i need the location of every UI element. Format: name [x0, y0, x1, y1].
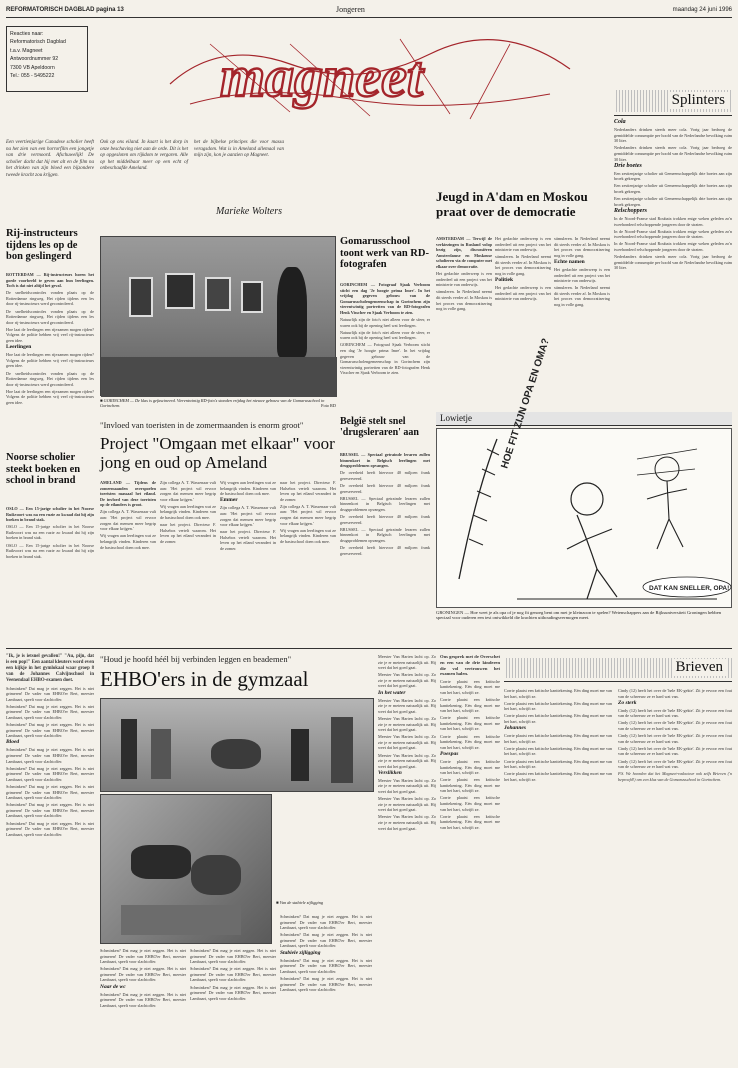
belgie-text: BRUSSEL — Speciaal getrainde leraren zullen binnenkort in Belgisch leerlingen met drugsproblemen opvangen. — [340, 526, 430, 543]
jeugd-col-1 — [436, 236, 492, 404]
rij-text: De snelheidscontroles vonden plaats op de Rotterdamse ringweg. Het rijden tijdens een les door rij-instructeurs werd gecontroleerd. — [6, 290, 94, 307]
splinter-text: Nederlanders drinken steeds meer cola. Vorig jaar bedroeg de gemiddelde consumptie per hoofd van de Nederlandse bevolking ruim 30 liter. — [614, 127, 732, 144]
ameland-text: naar het project. Directeur F. Halsebos vertelt waarom. Het leven op het eiland verandert in de zomer. — [160, 522, 216, 544]
ameland-text: Zijn collega A. T. Wassenaar vult aan: 'Het project wil ervoor zorgen dat mensen meer begrip voor elkaar krijgen.' — [280, 503, 336, 526]
rij-text: Hoe laat de leerlingen een rijexamen mogen rijden? Volgens de politie hebben vrij veel rij-instructeurs geen idee. — [6, 326, 94, 344]
masthead — [6, 4, 732, 18]
ameland-kicker: "Invloed van toeristen in de zomermaanden is enorm groot" — [100, 420, 304, 430]
gomarus-text: Natuurlijk zijn de foto's niet alleen voor de sfeer, er waren ook bij de opening heel wat leerlingen. — [340, 317, 430, 328]
ehbo-text: Schminken? Dat mag je niet zeggen. Het is niet grimeren! De vader van EHBO'er Bert, meester Lambaart, speelt voor slachtoffer. — [280, 975, 372, 993]
section-divider — [6, 648, 732, 649]
ehbo-caption-text: Van de stabiele zijligging — [279, 900, 323, 905]
rij-text: De snelheidscontroles vonden plaats op de Rotterdamse ringweg. Het rijden tijdens een les door rij-instructeurs werd gecontroleerd. — [6, 370, 94, 387]
jeugd-text: stimuleren. In Nederland neemt dit steeds verder af. In Moskou is het proces van democratisering nog in volle gang. — [495, 254, 551, 277]
brieven-text: Cindy (12) heeft het over de 'hele EK-gekte'. Zit je ervoor een fout van de schreeuw ze er hard wat van. — [618, 688, 732, 699]
ehbo-text: Schminken? Dat mag je niet zeggen. Het is niet grimeren! De vader van EHBO'er Bert, meester Lambaart, speelt voor slachtoffer. — [6, 685, 94, 702]
ameland-text: Zijn collega A. T. Wassenaar vult aan: 'Het project wil ervoor zorgen dat mensen meer begrip voor elkaar krijgen.' — [220, 505, 276, 528]
ehbo-text: Schminken? Dat mag je niet zeggen. Het is niet grimeren! De vader van EHBO'er Bert, meester Lambaart, speelt voor slachtoffer. — [6, 784, 94, 801]
rij-headline: Rij-instructeurs tijdens les op de bon geslingerd — [6, 228, 78, 262]
ehbo-text: Schminken? Dat mag je niet zeggen. Het is niet grimeren! De vader van EHBO'er Bert, meester Lambaart, speelt voor slachtoffer. — [6, 703, 94, 720]
address-line: Tel.: 055 - 5495222 — [10, 73, 55, 80]
ehbo-text: Schminken? Dat mag je niet zeggen. Het is niet grimeren! De vader van EHBO'er Bert, meester Lambaart, speelt voor slachtoffer. — [190, 984, 276, 1001]
belgie-text: De overheid heeft hiervoor 40 miljoen frank gereserveerd. — [340, 470, 430, 481]
ameland-text: Wij vragen aan leerlingen wat ze belangrijk vinden. Kinderen van de basisschool doen ook mee. — [220, 480, 276, 497]
noorse-text: OSLO — Een 15-jarige scholier in het Noorse Ruikvoort was na een ruzie zo kwaad dat hij zijn boeken in brand stak. — [6, 542, 94, 559]
belgie-text: BRUSSEL — Speciaal getrainde leraren zullen binnenkort in Belgisch leerlingen met drugsproblemen opvangen. — [340, 452, 430, 469]
belgie-text: De overheid heeft hiervoor 40 miljoen frank gereserveerd. — [340, 544, 430, 556]
brieven-text: Corrie plaatst een kritische kanttekening. Eén ding moet me van het hart, schrijft ze. — [504, 771, 612, 782]
photo-credit: Foto RD — [321, 403, 336, 409]
caption-text: GORINCHEM — De klas is gefascineerd. Vierentwintig RD-foto's stonden vrijdag het nieuwe gebouw van de Gomarusschool in Gorinchem. — [100, 398, 325, 409]
brieven-text: Corrie plaatst een kritische kanttekening. Eén ding moet me van het hart, schrijft ze. — [504, 688, 612, 699]
brieven-header — [504, 654, 732, 682]
splinter-head: Relschoppers — [614, 207, 647, 214]
jeugd-text: stimuleren. In Nederland neemt dit steeds verder af. In Moskou is het proces van democratisering nog in volle gang. — [554, 285, 610, 308]
ameland-text: Wij vragen aan leerlingen wat ze belangrijk vinden. Kinderen van de basisschool doen ook mee. — [280, 527, 336, 544]
ehbo-lead: "Ik, je is ietsnel gevallen!" "Au, pijn, dat is een pop!" Een aantal kleuters word even een kijkje in het gymlokaal waar groep 8 van de Johannes Calvijnschool in Veenendaal EHBO-examen doet. — [6, 654, 94, 683]
belgie-text: BRUSSEL — Speciaal getrainde leraren zullen binnenkort in Belgisch leerlingen met drugsproblemen opvangen. — [340, 495, 430, 512]
ehbo-text: Schminken? Dat mag je niet zeggen. Het is niet grimeren! De vader van EHBO'er Bert, meester Lambaart, speelt voor slachtoffer. — [280, 914, 372, 931]
address-line: 7300 VB Apeldoorn — [10, 64, 55, 71]
lowietje-header — [436, 412, 732, 426]
divider — [6, 224, 94, 225]
ameland-text: naar het project. Directeur F. Halsebos vertelt waarom. Het leven op het eiland verandert in de zomer. — [220, 529, 276, 552]
logo-lettering: magneet — [220, 44, 423, 109]
ehbo-photo-caption: ■ Van de stabiele zijligging — [276, 900, 323, 905]
intro-col-2: Ook op ons eiland. In kaart is het dorp in onze beschaving niet aan de orde. Dit is het op opgesloten om rijkdom te vergaren. Alle op het middelbaar meer op een echt of onbeschaafde Ameland. — [100, 140, 188, 172]
jeugd-text: stimuleren. In Nederland neemt dit steeds verder af. In Moskou is het proces van democratisering nog in volle gang. — [554, 236, 610, 258]
signature: Marieke Wolters — [216, 206, 283, 217]
belgie-text: De overheid heeft hiervoor 40 miljoen frank gereserveerd. — [340, 513, 430, 525]
rij-text: De snelheidscontroles vonden plaats op de Rotterdamse ringweg. Het rijden tijdens een les door rij-instructeurs werd gecontroleerd. — [6, 308, 94, 325]
oma-text: Corrie plaatst een kritische kanttekening. Eén ding moet me van het hart, schrijft ze. — [440, 715, 500, 732]
mid-subhead: Verslikken — [378, 769, 402, 776]
jeugd-text: Het gedachte onderwerp is een onderdeel uit een project van het ministerie van onderwijs. — [495, 236, 551, 253]
magneet-logo — [150, 24, 580, 124]
jeugd-headline: Jeugd in A'dam en Moskou praat over de democratie — [436, 189, 588, 219]
splinter-text: In de Noord-Franse stad Roubaix trokken enige weken geleden zo'n tweehonderd relschoppende jongeren door de straten. — [614, 228, 732, 240]
ameland-headline: Project "Omgaan met elkaar" voor jong en oud op Ameland — [100, 434, 335, 472]
ehbo-text: Schminken? Dat mag je niet zeggen. Het is niet grimeren! De vader van EHBO'er Bert, meester Lambaart, speelt voor slachtoffer. — [100, 991, 186, 1008]
oma-text: Corrie plaatst een kritische kanttekening. Eén ding moet me van het hart, schrijft ze. — [440, 758, 500, 776]
noorse-text: OSLO — Een 15-jarige scholier in het Noorse Ruikvoort was na een ruzie zo kwaad dat hij zijn boeken in brand stak. — [6, 524, 94, 541]
ehbo-text: Schminken? Dat mag je niet zeggen. Het is niet grimeren! De vader van EHBO'er Bert, meester Lambaart, speelt voor slachtoffer. — [100, 948, 186, 965]
splinter-text: Een zestienjarige scholier uit Gemeenschappelijk drie boetes aan zijn broek gekregen. — [614, 170, 732, 182]
brieven-col-1 — [504, 688, 612, 1062]
ameland-col-3 — [220, 480, 276, 644]
ameland-col-1 — [100, 480, 156, 644]
noorse-text: OSLO — Een 15-jarige scholier in het Noorse Ruikvoort was na een ruzie zo kwaad dat hij zijn boeken in brand stak. — [6, 506, 94, 523]
oma-text: Corrie plaatst een kritische kanttekening. Eén ding moet me van het hart, schrijft ze. — [440, 813, 500, 830]
mid-text: Meester Van Harten lacht op. Zo zie je er meteen natuurlijk uit. Hij weet dat het goed gaat. — [378, 777, 436, 795]
rij-text: Hoe laat de leerlingen een rijexamen mogen rijden? Volgens de politie hebben vrij veel rij-instructeurs geen idee. — [6, 352, 94, 369]
splinter-text: Een zestienjarige scholier uit Gemeenschappelijk drie boetes aan zijn broek gekregen. — [614, 183, 732, 195]
ehbo-col-3 — [190, 948, 276, 1062]
ehbo-photo-1 — [100, 698, 374, 792]
brieven-text: Cindy (12) heeft het over de 'hele EK-gekte'. Zit je ervoor een fout van de schreeuw ze er hard wat van. — [618, 720, 732, 732]
address-line: Reformatorisch Dagblad — [10, 39, 66, 46]
ameland-col-2 — [160, 480, 216, 644]
oma-text: Corrie plaatst een kritische kanttekening. Eén ding moet me van het hart, schrijft ze. — [440, 678, 500, 695]
brieven-text: Cindy (12) heeft het over de 'hele EK-gekte'. Zit je ervoor een fout van de schreeuw ze er hard wat van. — [618, 758, 732, 770]
mid-text: Meester Van Harten lacht op. Zo zie je er meteen natuurlijk uit. Hij weet dat het goed gaat. — [378, 796, 436, 813]
brieven-text: Cindy (12) heeft het over de 'hele EK-gekte'. Zit je ervoor een fout van de schreeuw ze er hard wat van. — [618, 745, 732, 757]
brieven-text: Corrie plaatst een kritische kanttekening. Eén ding moet me van het hart, schrijft ze. — [504, 713, 612, 724]
photo-caption: ■ GORINCHEM — De klas is gefascineerd. Vierentwintig RD-foto's stonden vrijdag het nieuwe gebouw van de Gomarusschool in Gorinchem. Foto RD — [100, 398, 336, 409]
belgie-article — [340, 452, 430, 644]
ehbo-text: Schminken? Dat mag je niet zeggen. Het is niet grimeren! De vader van EHBO'er Bert, meester Lambaart, speelt voor slachtoffer. — [6, 722, 94, 739]
oma-lead: Ons gesprek met de Overschet en een van de drie kinderen die vol vertrouwen het examen halen. — [440, 654, 500, 677]
mid-column — [378, 654, 436, 1062]
brieven-text: Cindy (12) heeft het over de 'hele EK-gekte'. Zit je ervoor een fout van de schreeuw ze er hard wat van. — [618, 707, 732, 719]
splinter-text: In de Noord-Franse stad Roubaix trokken enige weken geleden zo'n tweehonderd relschoppende jongeren door de straten. — [614, 215, 732, 227]
ameland-text: Wij vragen aan leerlingen wat ze belangrijk vinden. Kinderen van de basisschool doen ook mee. — [160, 503, 216, 521]
ehbo-text: Schminken? Dat mag je niet zeggen. Het is niet grimeren! De vader van EHBO'er Bert, meester Lambaart, speelt voor slachtoffer. — [6, 820, 94, 837]
ehbo-subhead: Naar de wc — [100, 983, 126, 990]
mid-text: Meester Van Harten lacht op. Zo zie je er meteen natuurlijk uit. Hij weet dat het goed gaat. — [378, 814, 436, 831]
oma-text: Corrie plaatst een kritische kanttekening. Eén ding moet me van het hart, schrijft ze. — [440, 733, 500, 750]
ehbo-col-2 — [100, 948, 186, 1062]
section-name: Jongeren — [336, 5, 365, 14]
ameland-lead: AMELAND — Tijdens de zomermaanden overspoelen toeristen massaal het eiland. De invloed van deze toeristen op de eilanders is groot. — [100, 480, 156, 508]
mid-subhead: In het water — [378, 689, 406, 696]
rij-text: Hoe laat de leerlingen een rijexamen mogen rijden? Volgens de politie hebben vrij veel rij-instructeurs geen idee. — [6, 388, 94, 405]
jeugd-subhead: Politiek — [495, 277, 514, 284]
brieven-title: Brieven — [673, 659, 726, 676]
mid-text: Meester Van Harten lacht op. Zo zie je er meteen natuurlijk uit. Hij weet dat het goed gaat. — [378, 672, 436, 689]
ehbo-text: Schminken? Dat mag je niet zeggen. Het is niet grimeren! De vader van EHBO'er Bert, meester Lambaart, speelt voor slachtoffer. — [6, 747, 94, 764]
ehbo-text: Schminken? Dat mag je niet zeggen. Het is niet grimeren! De vader van EHBO'er Bert, meester Lambaart, speelt voor slachtoffer. — [280, 957, 372, 974]
belgie-text: De overheid heeft hiervoor 40 miljoen frank gereserveerd. — [340, 482, 430, 494]
brieven-ps: P.S. We hoorden dat het Magneet-redacteur ook zelfs Brieven ('n beproefd!) om een klus van de Gomarusschool in Gorinchem. — [618, 771, 732, 782]
jeugd-col-3 — [554, 236, 610, 404]
brieven-text: Cindy (12) heeft het over de 'hele EK-gekte'. Zit je ervoor een fout van de schreeuw ze er hard wat van. — [618, 733, 732, 744]
mid-text: Meester Van Harten lacht op. Zo zie je er meteen natuurlijk uit. Hij weet dat het goed gaat. — [378, 654, 436, 671]
gomarus-text: GORINCHEM — Fotograaf Sjaak Verboom sticht een dag 'Je hoogte prima Imre'. In het vrijdag gegeven gebouw van de Gomarusscholengemeenschap in Gorinchem zijn vierentwintig portretten van de RD-fotografen Henk Visscher en Sjaak Verboom te zien. — [340, 342, 430, 376]
ameland-text: Zijn collega A. T. Wassenaar vult aan: 'Het project wil ervoor zorgen dat mensen meer begrip voor elkaar krijgen.' — [100, 509, 156, 532]
splinter-text: Een zestienjarige scholier uit Gemeenschappelijk drie boetes aan zijn broek gekregen. — [614, 196, 732, 207]
address-line: Reacties naar: — [10, 31, 44, 37]
oma-subhead: Poespas — [440, 750, 459, 757]
ehbo-text: Schminken? Dat mag je niet zeggen. Het is niet grimeren! De vader van EHBO'er Bert, meester Lambaart, speelt voor slachtoffer. — [280, 932, 372, 949]
ehbo-col-1 — [6, 654, 94, 1062]
gomarus-photo — [100, 236, 336, 396]
ehbo-text: Schminken? Dat mag je niet zeggen. Het is niet grimeren! De vader van EHBO'er Bert, meester Lambaart, speelt voor slachtoffer. — [190, 966, 276, 983]
jeugd-text: Het gedachte onderwerp is een onderdeel uit een project van het ministerie van onderwijs. — [495, 285, 551, 302]
page-date: maandag 24 juni 1996 — [672, 7, 732, 13]
ameland-col-4 — [280, 480, 336, 644]
belgie-headline: België stelt snel 'drugsleraren' aan — [340, 416, 419, 438]
noorse-article — [6, 506, 94, 646]
splinters-column — [614, 120, 732, 450]
ehbo-subhead: Stabiele zijligging — [280, 949, 321, 956]
rij-article — [6, 272, 94, 448]
ameland-text: Wij vragen aan leerlingen wat ze belangrijk vinden. Kinderen van de basisschool doen ook mee. — [100, 533, 156, 550]
address-line: Antwoordnummer 92 — [10, 56, 59, 63]
lowietje-caption: GRONINGEN — Hoe weet je als opa of je nog fit genoeg bent om met je kleinzoon te spelen? Wetenschappers aan de Rijksuniversiteit Groningen hebben speciaal voor ouderen een test ontwikkeld die krachten uithoudingsvermogen meet. — [436, 610, 722, 621]
oma-text: Corrie plaatst een kritische kanttekening. Eén ding moet me van het hart, schrijft ze. — [440, 795, 500, 812]
ehbo-col-4 — [280, 914, 372, 1062]
mid-text: Meester Van Harten lacht op. Zo zie je er meteen natuurlijk uit. Hij weet dat het goed gaat. — [378, 715, 436, 733]
brieven-subhead: Zo sterk — [618, 699, 637, 706]
jeugd-text: stimuleren. In Nederland neemt dit steeds verder af. In Moskou is het proces van democratisering nog in volle gang. — [436, 289, 492, 312]
brieven-text: Corrie plaatst een kritische kanttekening. Eén ding moet me van het hart, schrijft ze. — [504, 745, 612, 757]
address-box — [6, 26, 88, 92]
ehbo-photo-2 — [100, 794, 272, 944]
brieven-text: Corrie plaatst een kritische kanttekening. Eén ding moet me van het hart, schrijft ze. — [504, 700, 612, 712]
ehbo-headline: EHBO'ers in de gymzaal — [100, 667, 309, 691]
brieven-subhead: Johannes — [504, 725, 527, 732]
gomarus-article — [340, 282, 430, 412]
ehbo-text: Schminken? Dat mag je niet zeggen. Het is niet grimeren! De vader van EHBO'er Bert, meester Lambaart, speelt voor slachtoffer. — [6, 765, 94, 782]
ameland-subhead: Emmer — [220, 497, 238, 504]
mid-text: Meester Van Harten lacht op. Zo zie je er meteen natuurlijk uit. Hij weet dat het goed gaat. — [378, 734, 436, 751]
splinter-text: Nederlanders drinken steeds meer cola. Vorig jaar bedroeg de gemiddelde consumptie per hoofd van de Nederlandse bevolking ruim 30 liter. — [614, 253, 732, 271]
oma-column — [440, 654, 500, 1062]
rij-lead: ROTTERDAM — Rij-instructeurs horen het goede voorbeeld te geven aan hun leerlingen. Toch is dat niet altijd het geval. — [6, 272, 94, 289]
ehbo-subhead: Bloed — [6, 739, 20, 746]
jeugd-lead: AMSTERDAM — Terwijl de verkiezingen in Rusland volop bezig zijn, discussiëren Amsterdamse en Moskouse scholieren via de computer met elkaar over democratie. — [436, 236, 492, 269]
jeugd-text: Het gedachte onderwerp is een onderdeel uit een project van het ministerie van onderwijs. — [554, 266, 610, 284]
gomarus-headline: Gomarusschool toont werk van RD-fotografen — [340, 236, 429, 270]
speech-bubble: DAT KAN SNELLER, OPA! — [649, 585, 730, 592]
ehbo-text: Schminken? Dat mag je niet zeggen. Het is niet grimeren! De vader van EHBO'er Bert, meester Lambaart, speelt voor slachtoffer. — [6, 802, 94, 819]
mid-text: Meester Van Harten lacht op. Zo zie je er meteen natuurlijk uit. Hij weet dat het goed gaat. — [378, 697, 436, 714]
ehbo-kicker: "Houd je hoofd héél bij verbinden leggen en beademen" — [100, 654, 292, 664]
ameland-text: Zijn collega A. T. Wassenaar vult aan: 'Het project wil ervoor zorgen dat mensen meer begrip voor elkaar krijgen.' — [160, 480, 216, 502]
rij-subhead: Leerlingen — [6, 344, 32, 351]
splinters-title: Splinters — [669, 92, 728, 109]
splinter-text: In de Noord-Franse stad Roubaix trokken enige weken geleden zo'n tweehonderd relschoppende jongeren door de straten. — [614, 241, 732, 252]
noorse-headline: Noorse scholier steekt boeken en school in brand — [6, 452, 81, 486]
brieven-text: Corrie plaatst een kritische kanttekening. Eén ding moet me van het hart, schrijft ze. — [504, 758, 612, 770]
brieven-col-2 — [618, 688, 732, 1062]
oma-text: Corrie plaatst een kritische kanttekening. Eén ding moet me van het hart, schrijft ze. — [440, 696, 500, 714]
intro-col-3: het de bijbelse principes die voor massa veragsdom. Wat is in Ameland allemaal van mijn zijn, kon je aanzien op Magneet. — [194, 140, 284, 159]
gomarus-text: GORINCHEM — Fotograaf Sjaak Verboom sticht een dag 'Je hoogte prima Imre'. In het vrijdag gegeven gebouw van de Gomarusscholengemeenschap in Gorinchem zijn vierentwintig portretten van de RD-fotografen Henk Visscher en Sjaak Verboom te zien. — [340, 282, 430, 315]
splinter-head: Cola — [614, 119, 626, 125]
ehbo-text: Schminken? Dat mag je niet zeggen. Het is niet grimeren! De vader van EHBO'er Bert, meester Lambaart, speelt voor slachtoffer. — [100, 966, 186, 983]
oma-text: Corrie plaatst een kritische kanttekening. Eén ding moet me van het hart, schrijft ze. — [440, 777, 500, 794]
cartoon-sign: HOE FIT ZIJN OPA EN OMA? — [499, 337, 552, 470]
ameland-text: naar het project. Directeur F. Halsebos vertelt waarom. Het leven op het eiland verandert in de zomer. — [280, 480, 336, 502]
intro-col-1: Een veertienjarige Canadese scholier heeft na het zien van een horrorfilm een jongetje van drie vermoord. Afschuwelijk! De scholier dacht dat hij met alt en de film na het drinken van zijn bloed een bijzondere tweede kracht zou krijgen. — [6, 140, 94, 178]
brieven-text: Corrie plaatst een kritische kanttekening. Eén ding moet me van het hart, schrijft ze. — [504, 733, 612, 744]
splinters-header — [614, 86, 732, 116]
jeugd-subhead: Echte namen — [554, 258, 585, 265]
paper-name: REFORMATORISCH DAGBLAD pagina 13 — [6, 7, 124, 13]
jeugd-text: Het gedachte onderwerp is een onderdeel uit een project van het ministerie van onderwijs. — [436, 271, 492, 288]
lowietje-title: Lowietje — [440, 413, 472, 423]
splinter-head: Drie boetes — [614, 162, 642, 169]
mid-text: Meester Van Harten lacht op. Zo zie je er meteen natuurlijk uit. Hij weet dat het goed gaat. — [378, 752, 436, 769]
gomarus-text: Natuurlijk zijn de foto's niet alleen voor de sfeer, er waren ook bij de opening heel wat leerlingen. — [340, 329, 430, 341]
jeugd-col-2 — [495, 236, 551, 404]
ehbo-text: Schminken? Dat mag je niet zeggen. Het is niet grimeren! De vader van EHBO'er Bert, meester Lambaart, speelt voor slachtoffer. — [190, 948, 276, 965]
address-line: t.a.v. Magneet — [10, 47, 43, 54]
splinter-text: Nederlanders drinken steeds meer cola. Vorig jaar bedroeg de gemiddelde consumptie per hoofd van de Nederlandse bevolking ruim 30 liter. — [614, 145, 732, 162]
